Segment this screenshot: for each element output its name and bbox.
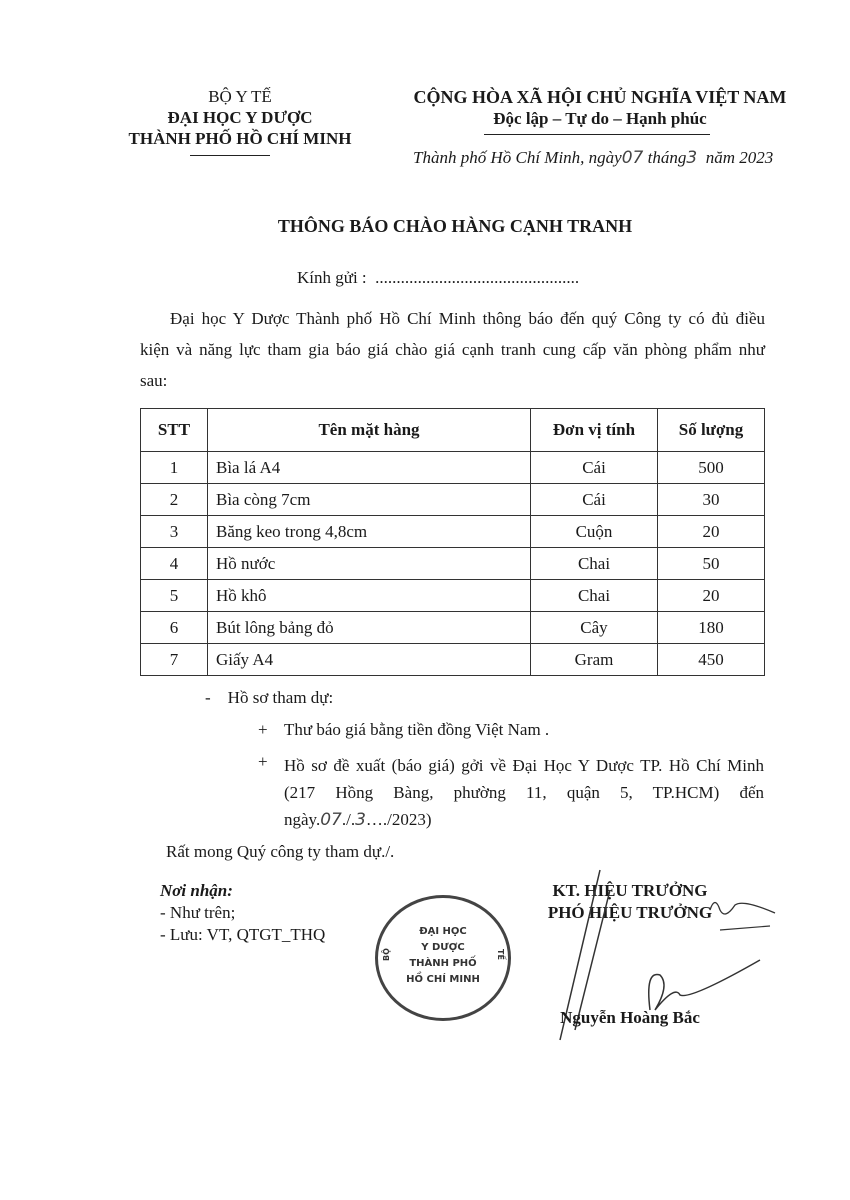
cell-quantity: 50 — [658, 548, 765, 580]
header-stt: STT — [141, 409, 208, 452]
intro-paragraph — [140, 303, 765, 396]
dossier-line: (217 Hồng Bàng, phường 11, quận 5, TP.HCM) đến — [284, 783, 764, 802]
official-seal — [375, 895, 511, 1021]
cell-quantity: 450 — [658, 644, 765, 676]
cell-item: Hồ nước — [208, 548, 531, 580]
divider — [190, 155, 270, 156]
table-row — [141, 452, 765, 484]
dossier-item — [284, 752, 764, 834]
cell-stt: 4 — [141, 548, 208, 580]
cell-stt: 6 — [141, 612, 208, 644]
date-year: năm 2023 — [705, 148, 774, 167]
seal-text: TẾ — [496, 949, 506, 960]
intro-line: kiện và năng lực tham gia báo giá chào giá cạnh tranh cung cấp văn phòng phẩm như — [140, 340, 765, 359]
document-date — [413, 148, 773, 168]
closing-line: Rất mong Quý công ty tham dự./. — [166, 842, 395, 861]
table-row — [141, 612, 765, 644]
cell-item: Giấy A4 — [208, 644, 531, 676]
table-row — [141, 516, 765, 548]
header-quantity: Số lượng — [658, 409, 765, 452]
recipients-block — [160, 880, 325, 946]
dossier-line: Hồ sơ đề xuất (báo giá) gởi về Đại Học Y Dược TP. Hồ Chí Minh — [284, 756, 764, 775]
cell-item: Bút lông bảng đỏ — [208, 612, 531, 644]
table-header — [141, 409, 765, 452]
table-row — [141, 484, 765, 516]
cell-quantity: 20 — [658, 580, 765, 612]
dossier-item: Thư báo giá bằng tiền đồng Việt Nam . — [284, 720, 550, 739]
deadline-month: 3 — [355, 810, 366, 830]
cell-quantity: 500 — [658, 452, 765, 484]
deadline-day: 07 — [320, 810, 342, 830]
seal-text: HỒ CHÍ MINH — [406, 974, 480, 985]
cell-stt: 7 — [141, 644, 208, 676]
cell-item: Băng keo trong 4,8cm — [208, 516, 531, 548]
cell-quantity: 20 — [658, 516, 765, 548]
recipient-line — [297, 268, 579, 288]
date-month-label: tháng — [647, 148, 687, 167]
cell-unit: Chai — [531, 580, 658, 612]
cell-unit: Cây — [531, 612, 658, 644]
signature-title: KT. HIỆU TRƯỞNG — [552, 881, 708, 900]
signature-subtitle: PHÓ HIỆU TRƯỞNG — [547, 903, 713, 922]
date-day: 07 — [621, 148, 644, 168]
seal-text: Y DƯỢC — [421, 942, 465, 953]
items-table — [140, 408, 765, 676]
recipient-item: - Như trên; — [160, 903, 236, 922]
cell-item: Bìa còng 7cm — [208, 484, 531, 516]
recipient-blank: ................................................ — [375, 268, 580, 287]
document-title: THÔNG BÁO CHÀO HÀNG CẠNH TRANH — [277, 216, 633, 236]
cell-item: Hồ khô — [208, 580, 531, 612]
cell-item: Bìa lá A4 — [208, 452, 531, 484]
dossier-heading — [205, 688, 333, 708]
cell-stt: 5 — [141, 580, 208, 612]
deadline-suffix: …./2023) — [365, 810, 432, 829]
cell-quantity: 180 — [658, 612, 765, 644]
recipient-item: - Lưu: VT, QTGT_THQ — [160, 925, 326, 944]
dossier-label: Hồ sơ tham dự: — [227, 688, 334, 707]
cell-stt: 1 — [141, 452, 208, 484]
issuer-header — [100, 86, 380, 149]
table-row — [141, 548, 765, 580]
intro-line: Đại học Y Dược Thành phố Hồ Chí Minh thông báo đến quý Công ty có đủ điều — [170, 309, 765, 328]
seal-text: BỘ — [381, 948, 391, 961]
cell-stt: 2 — [141, 484, 208, 516]
ministry: BỘ Y TẾ — [208, 87, 272, 106]
header-item: Tên mặt hàng — [208, 409, 531, 452]
cell-unit: Chai — [531, 548, 658, 580]
cell-stt: 3 — [141, 516, 208, 548]
cell-unit: Cuộn — [531, 516, 658, 548]
intro-line: sau: — [140, 371, 168, 390]
table-row — [141, 644, 765, 676]
recipients-label: Nơi nhận: — [160, 881, 233, 900]
city: THÀNH PHỐ HỒ CHÍ MINH — [128, 129, 352, 148]
dash: - — [205, 688, 211, 707]
seal-text: ĐẠI HỌC — [419, 926, 467, 937]
table-row — [141, 580, 765, 612]
recipient-label: Kính gửi : — [297, 268, 367, 287]
signer-name: Nguyễn Hoàng Bắc — [560, 1008, 700, 1027]
cell-unit: Cái — [531, 484, 658, 516]
bullet: + — [258, 752, 268, 771]
date-month: 3 — [686, 148, 698, 168]
national-header — [380, 86, 820, 130]
cell-unit: Gram — [531, 644, 658, 676]
bullet: + — [258, 720, 268, 739]
cell-quantity: 30 — [658, 484, 765, 516]
header-unit: Đơn vị tính — [531, 409, 658, 452]
deadline — [284, 806, 764, 834]
deadline-prefix: ngày. — [284, 810, 321, 829]
deadline-sep: ./. — [341, 810, 356, 829]
date-prefix: Thành phố Hồ Chí Minh, ngày — [413, 148, 622, 167]
divider — [484, 134, 710, 135]
cell-unit: Cái — [531, 452, 658, 484]
motto: Độc lập – Tự do – Hạnh phúc — [493, 109, 707, 128]
national-title: CỘNG HÒA XÃ HỘI CHỦ NGHĨA VIỆT NAM — [413, 87, 787, 107]
seal-text: THÀNH PHỐ — [409, 958, 477, 969]
university: ĐẠI HỌC Y DƯỢC — [167, 108, 313, 127]
